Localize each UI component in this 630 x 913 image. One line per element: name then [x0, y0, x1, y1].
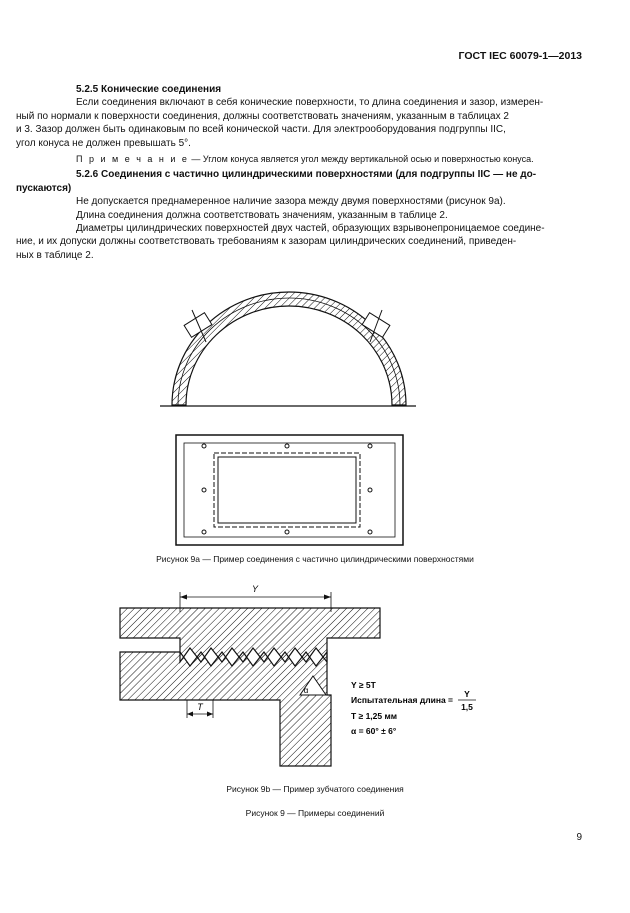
para-line: ние, и их допуски должны соответствовать требованиям к зазорам цилиндрических соединений, приведен-	[16, 236, 517, 248]
label-alpha: α	[303, 686, 309, 695]
standard-header: ГОСТ IEC 60079-1—2013	[458, 50, 582, 62]
formula-alpha: α = 60° ± 6°	[351, 726, 397, 736]
formula-frac-num: Y	[464, 689, 470, 699]
para-line: угол конуса не должен превышать 5°.	[16, 137, 191, 149]
figure-9a-arch	[160, 292, 416, 406]
page-number: 9	[576, 832, 582, 843]
note-label: П р и м е ч а н и е	[76, 154, 189, 165]
section-5-2-6-para1: Не допускается преднамеренное наличие зазора между двумя поверхностями (рисунок 9а).	[76, 196, 506, 208]
formula-t-min: T ≥ 1,25 мм	[351, 711, 398, 721]
figure-9b-drawing	[120, 592, 380, 766]
para-line: Диаметры цилиндрических поверхностей двух частей, образующих взрывонепроницаемое соедине-	[76, 223, 545, 235]
figure-9b-formulas	[351, 680, 476, 736]
label-T: T	[197, 702, 203, 712]
note-text: — Углом конуса является угол между вертикальной осью и поверхностью конуса.	[188, 154, 534, 165]
heading-line: пускаются)	[16, 182, 72, 194]
heading-line: 5.2.6 Соединения с частично цилиндрическими поверхностями (для подгруппы IIC — не до-	[76, 169, 537, 181]
section-5-2-6-para2: Длина соединения должна соответствовать значениям, указанным в таблице 2.	[76, 209, 448, 221]
para-line: Если соединения включают в себя конические поверхности, то длина соединения и зазор, измерен-	[76, 97, 544, 109]
label-Y: Y	[251, 584, 259, 594]
para-line: и 3. Зазор должен быть одинаковым по всей конической части. Для электрооборудования подгруппы IIC,	[16, 124, 506, 136]
formula-frac-den: 1,5	[461, 702, 473, 712]
formula-test-length: Испытательная длина =	[351, 695, 454, 705]
figure-9a-plate	[176, 435, 403, 545]
section-5-2-5-heading: 5.2.5 Конические соединения	[76, 84, 222, 95]
caption-fig-9b: Рисунок 9b — Пример зубчатого соединения	[226, 784, 404, 794]
para-line: ных в таблице 2.	[16, 249, 94, 261]
para-line: ный по нормали к поверхности соединения, должны соответствовать значениям, указанным в таблицах 2	[16, 110, 509, 122]
formula-y-ge-5t: Y ≥ 5T	[351, 680, 376, 690]
caption-fig-9: Рисунок 9 — Примеры соединений	[245, 808, 385, 818]
caption-fig-9a: Рисунок 9а — Пример соединения с частично цилиндрическими поверхностями	[156, 554, 474, 564]
